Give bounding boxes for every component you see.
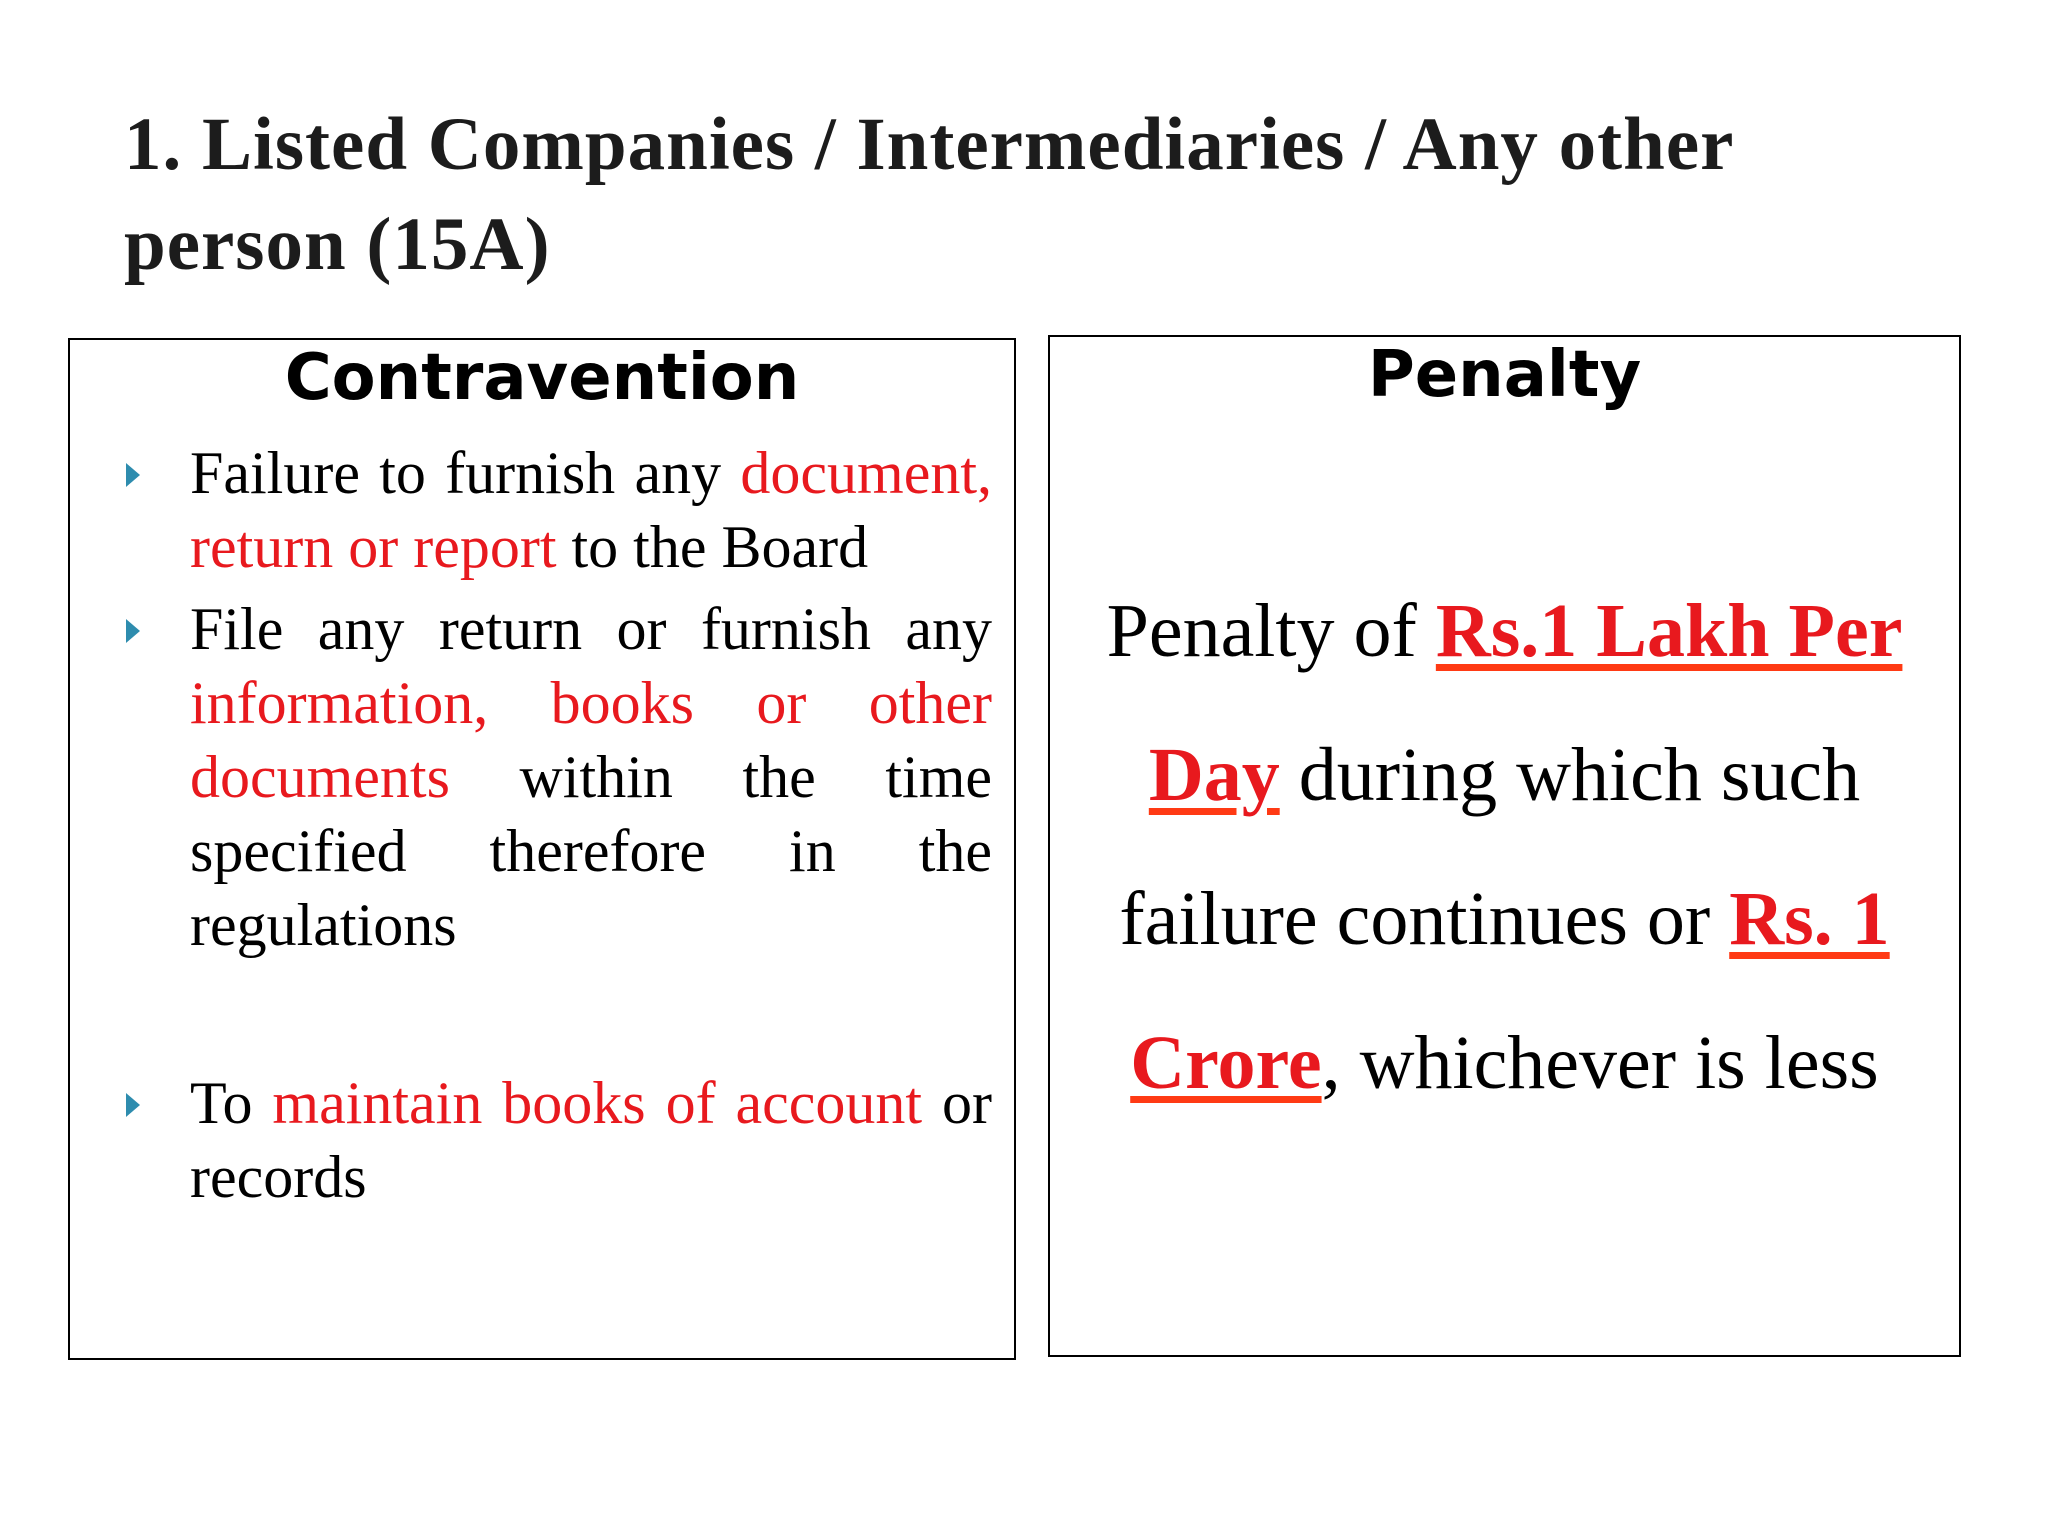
item-text: Failure to furnish any — [190, 440, 741, 506]
contravention-item — [118, 592, 992, 962]
penalty-text — [1072, 559, 1937, 1135]
penalty-amount-per-day: Rs.1 Lakh Per Day — [1148, 589, 1903, 817]
contravention-item — [118, 1066, 992, 1214]
item-text: to the Board — [556, 514, 869, 580]
item-highlight: document, return or report — [190, 440, 992, 580]
contravention-list — [118, 436, 992, 1214]
item-text: within the time specified therefore in the regulations — [190, 744, 992, 958]
penalty-heading: Penalty — [1367, 338, 1642, 412]
item-text: or records — [190, 1070, 992, 1210]
penalty-text-part: , whichever is less — [1321, 1021, 1879, 1105]
contravention-item — [118, 436, 992, 584]
penalty-amount-max: Rs. 1 Crore — [1130, 877, 1890, 1105]
triangle-bullet-icon — [126, 619, 140, 643]
penalty-text-part: during which such failure continues or — [1119, 733, 1861, 961]
item-highlight: information, books or other documents — [190, 670, 992, 810]
slide-title: 1. Listed Companies / Intermediaries / Any other person (15A) — [124, 103, 1734, 286]
item-highlight: maintain books of account — [272, 1070, 923, 1136]
penalty-text-part: Penalty of — [1106, 589, 1436, 673]
penalty-panel — [1048, 335, 1961, 1357]
contravention-panel — [68, 338, 1016, 1360]
contravention-heading: Contravention — [284, 341, 800, 415]
item-text: To — [190, 1070, 273, 1136]
triangle-bullet-icon — [126, 1093, 140, 1117]
triangle-bullet-icon — [126, 463, 140, 487]
item-text: File any return or furnish any — [190, 596, 992, 662]
